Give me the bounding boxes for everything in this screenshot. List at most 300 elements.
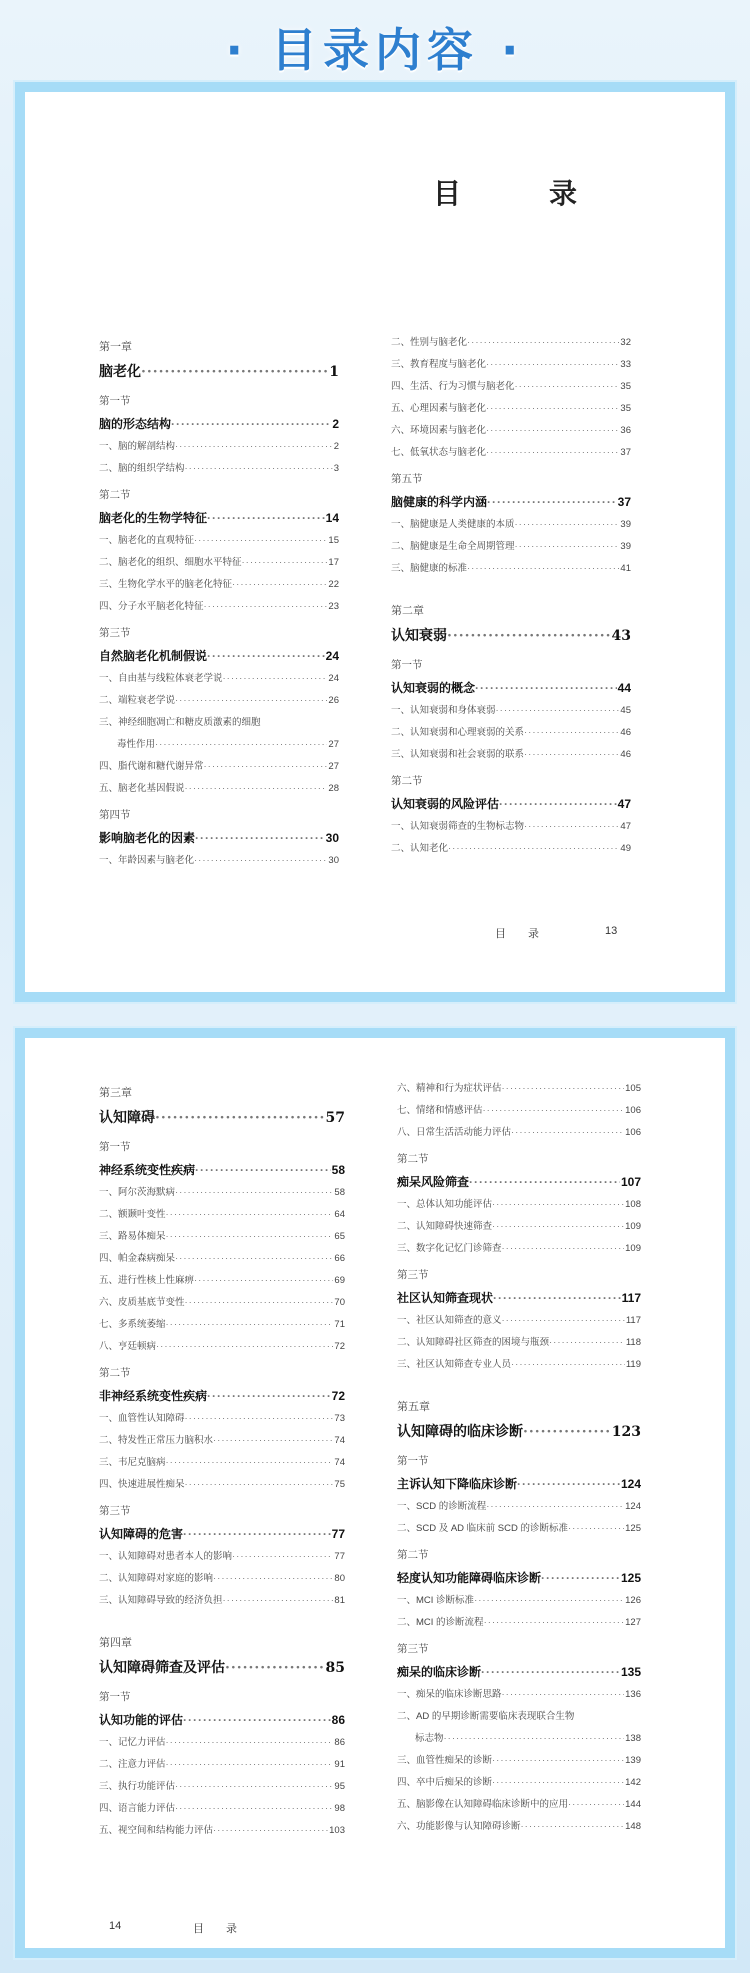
toc-entry (391, 722, 631, 744)
toc-entry (99, 1292, 345, 1314)
entry-text: 八、亨廷顿病 (99, 1341, 157, 1352)
dot-leader (166, 1204, 334, 1226)
section-title (391, 792, 631, 816)
page-number: 126 (625, 1595, 641, 1606)
page-number: 123 (611, 1424, 641, 1440)
page-number: 27 (328, 739, 339, 750)
entry-text: 影响脑老化的因素 (99, 831, 196, 845)
page-number: 74 (334, 1457, 345, 1468)
page-number: 125 (620, 1571, 641, 1585)
toc-entry (397, 1816, 641, 1838)
entry-text: 四、语言能力评估 (99, 1803, 176, 1814)
section-label: 第一节 (397, 1455, 429, 1467)
footer-page-number: 14 (109, 1920, 122, 1932)
entry-text: 一、社区认知筛查的意义 (397, 1315, 502, 1326)
page-number: 41 (620, 563, 631, 574)
dot-leader (515, 514, 620, 536)
toc-right-column (391, 332, 631, 860)
page-number: 64 (334, 1209, 345, 1220)
page-number: 15 (328, 535, 339, 546)
entry-text: 四、卒中后痴呆的诊断 (397, 1777, 493, 1788)
page-number: 30 (325, 831, 339, 845)
page-number: 109 (625, 1243, 641, 1254)
section-title (99, 1158, 345, 1182)
entry-text: 一、痴呆的临床诊断思路 (397, 1689, 502, 1700)
toc-page-14 (15, 1028, 735, 1958)
entry-text: 四、帕金森病痴呆 (99, 1253, 176, 1264)
page-number: 23 (328, 601, 339, 612)
toc-entry (99, 1204, 345, 1226)
page-number: 65 (334, 1231, 345, 1242)
entry-text: 一、SCD 的诊断流程 (397, 1501, 487, 1512)
page-number: 2 (333, 441, 339, 452)
toc-entry (397, 1772, 641, 1794)
toc-entry (99, 1776, 345, 1798)
entry-text: 三、执行功能评估 (99, 1781, 176, 1792)
page-number: 138 (625, 1733, 641, 1744)
page-number: 3 (333, 463, 339, 474)
toc-entry (99, 1820, 345, 1842)
toc-entry (391, 558, 631, 580)
toc-entry (99, 778, 339, 800)
section-title (99, 826, 339, 850)
dot-leader (524, 744, 619, 766)
toc-entry (99, 458, 339, 480)
page-number: 58 (334, 1187, 345, 1198)
section-title (99, 506, 339, 530)
page-number: 81 (334, 1595, 345, 1606)
toc-entry (99, 530, 339, 552)
entry-text: 一、认知衰弱筛查的生物标志物 (391, 821, 525, 832)
dot-leader (523, 1418, 611, 1446)
entry-text: 三、生物化学水平的脑老化特征 (99, 579, 233, 590)
section-label: 第二节 (99, 1367, 131, 1379)
toc-entry (99, 690, 339, 712)
toc-entry (99, 1430, 345, 1452)
section-label: 第一节 (99, 395, 131, 407)
entry-text: 二、特发性正常压力脑积水 (99, 1435, 214, 1446)
dot-leader (166, 1754, 334, 1776)
entry-text: 二、MCI 的诊断流程 (397, 1617, 484, 1628)
entry-text: 四、快速进展性痴呆 (99, 1479, 185, 1490)
chapter-title (391, 622, 631, 650)
dot-leader (242, 552, 328, 574)
page-number: 107 (620, 1175, 641, 1189)
section-title (99, 412, 339, 436)
dot-leader (486, 398, 619, 420)
toc-entry (391, 700, 631, 722)
page-number: 148 (625, 1821, 641, 1832)
entry-text: 认知衰弱 (391, 628, 447, 644)
dot-leader (207, 506, 325, 530)
entry-text: 五、脑老化基因假说 (99, 783, 185, 794)
toc-entry (397, 1590, 641, 1612)
footer-label: 目 录 (495, 928, 539, 940)
toc-entry-continuation (397, 1728, 641, 1750)
page-number: 49 (620, 843, 631, 854)
entry-text: 四、生活、行为习惯与脑老化 (391, 381, 515, 392)
page-number: 30 (328, 855, 339, 866)
toc-entry: 三、神经细胞凋亡和糖皮质激素的细胞 (99, 717, 261, 728)
page-number: 47 (620, 821, 631, 832)
page-number: 71 (334, 1319, 345, 1330)
toc-entry (99, 1248, 345, 1270)
entry-text: 一、记忆力评估 (99, 1737, 166, 1748)
page-number: 117 (621, 1291, 641, 1305)
page-number: 119 (625, 1359, 641, 1370)
page-number: 139 (625, 1755, 641, 1766)
toc-entry (397, 1194, 641, 1216)
page-number: 108 (625, 1199, 641, 1210)
toc-entry (99, 1226, 345, 1248)
dot-leader (492, 1750, 624, 1772)
page-number: 95 (334, 1781, 345, 1792)
entry-text: 一、认知衰弱和身体衰弱 (391, 705, 496, 716)
entry-text: 二、认知障碍快速筛查 (397, 1221, 493, 1232)
toc-entry (397, 1496, 641, 1518)
entry-text: 三、血管性痴呆的诊断 (397, 1755, 493, 1766)
dot-leader (467, 558, 619, 580)
dot-leader (467, 332, 619, 354)
toc-entry (99, 850, 339, 872)
entry-text: 六、精神和行为症状评估 (397, 1083, 502, 1094)
entry-text: 三、认知障碍导致的经济负担 (99, 1595, 223, 1606)
entry-text: 脑老化 (99, 364, 141, 380)
dot-leader (492, 1772, 624, 1794)
toc-entry (397, 1750, 641, 1772)
toc-entry (397, 1612, 641, 1634)
dot-leader (225, 1654, 325, 1682)
page-number: 98 (334, 1803, 345, 1814)
entry-text: 四、分子水平脑老化特征 (99, 601, 204, 612)
page-number: 86 (331, 1713, 345, 1727)
toc-entry (99, 756, 339, 778)
page-number: 136 (625, 1689, 641, 1700)
page-number: 57 (325, 1110, 345, 1126)
toc-entry (391, 536, 631, 558)
chapter-label: 第三章 (99, 1086, 132, 1099)
entry-text: 三、韦尼克脑病 (99, 1457, 166, 1468)
page-number: 142 (625, 1777, 641, 1788)
dot-leader (502, 1238, 625, 1260)
page-number: 127 (625, 1617, 641, 1628)
entry-text: 二、注意力评估 (99, 1759, 166, 1770)
dot-leader (204, 756, 328, 778)
dot-leader (175, 1182, 333, 1204)
page-number: 1 (329, 364, 339, 380)
entry-text: 自然脑老化机制假说 (99, 649, 208, 663)
page-number: 24 (325, 649, 339, 663)
entry-text: 六、功能影像与认知障碍诊断 (397, 1821, 521, 1832)
section-label: 第一节 (391, 659, 423, 671)
dot-leader (183, 1522, 331, 1546)
section-label: 第二节 (391, 775, 423, 787)
page-number: 43 (611, 628, 631, 644)
dot-leader (568, 1518, 624, 1540)
page-number: 69 (334, 1275, 345, 1286)
toc-entry (397, 1100, 641, 1122)
entry-text: 一、年龄因素与脑老化 (99, 855, 195, 866)
page-number: 91 (334, 1759, 345, 1770)
entry-text: 五、心理因素与脑老化 (391, 403, 487, 414)
entry-text: 六、皮质基底节变性 (99, 1297, 185, 1308)
toc-left-column (99, 332, 339, 872)
toc-entry (391, 420, 631, 442)
section-label: 第二节 (397, 1153, 429, 1165)
entry-text: 认知障碍筛查及评估 (99, 1660, 225, 1676)
toc-title: 目 录 (432, 177, 607, 210)
toc-entry (397, 1078, 641, 1100)
page-number: 77 (331, 1527, 345, 1541)
entry-text: 三、社区认知筛查专业人员 (397, 1359, 512, 1370)
section-title (99, 1522, 345, 1546)
dot-leader (447, 622, 611, 650)
page-number: 125 (625, 1523, 641, 1534)
entry-text: 标志物 (415, 1733, 444, 1744)
dot-leader (195, 826, 325, 850)
entry-text: 二、脑的组织学结构 (99, 463, 185, 474)
page-number: 27 (328, 761, 339, 772)
toc-entry (391, 332, 631, 354)
page-number: 47 (617, 797, 631, 811)
entry-text: 五、脑影像在认知障碍临床诊断中的应用 (397, 1799, 569, 1810)
dot-leader (232, 574, 327, 596)
entry-text: 三、路易体痴呆 (99, 1231, 166, 1242)
toc-entry (397, 1122, 641, 1144)
dot-leader (213, 1430, 333, 1452)
toc-entry (99, 1452, 345, 1474)
dot-leader (481, 1660, 620, 1684)
page-number: 106 (625, 1127, 641, 1138)
section-label: 第三节 (397, 1643, 429, 1655)
entry-text: 一、总体认知功能评估 (397, 1199, 493, 1210)
dot-leader (166, 1732, 334, 1754)
entry-text: 社区认知筛查现状 (397, 1291, 494, 1305)
entry-text: 一、MCI 诊断标准 (397, 1595, 475, 1606)
page-number: 36 (620, 425, 631, 436)
dot-leader (175, 1776, 333, 1798)
toc-entry (391, 744, 631, 766)
entry-text: 非神经系统变性疾病 (99, 1389, 208, 1403)
entry-text: 神经系统变性疾病 (99, 1163, 196, 1177)
toc-entry (99, 1270, 345, 1292)
dot-leader (223, 1590, 334, 1612)
dot-leader (493, 1286, 621, 1310)
page-number: 22 (328, 579, 339, 590)
entry-text: 痴呆风险筛查 (397, 1175, 470, 1189)
dot-leader (475, 676, 617, 700)
toc-right-column (397, 1078, 641, 1838)
dot-leader (155, 734, 327, 756)
section-title (99, 1384, 345, 1408)
dot-leader (166, 1452, 334, 1474)
page-number: 85 (325, 1660, 345, 1676)
toc-entry (99, 1754, 345, 1776)
toc-entry (99, 1732, 345, 1754)
chapter-label: 第一章 (99, 340, 132, 353)
dot-leader (502, 1684, 625, 1706)
toc-entry (99, 1568, 345, 1590)
dot-leader (175, 690, 327, 712)
entry-text: 三、认知衰弱和社会衰弱的联系 (391, 749, 525, 760)
dot-leader (141, 358, 328, 386)
dot-leader (549, 1332, 625, 1354)
dot-leader (175, 1248, 333, 1270)
entry-text: 一、脑的解剖结构 (99, 441, 176, 452)
dot-leader (483, 1100, 625, 1122)
entry-text: 二、性别与脑老化 (391, 337, 468, 348)
dot-leader (486, 442, 619, 464)
dot-leader (492, 1194, 624, 1216)
spacer (397, 1376, 641, 1392)
page-number: 35 (620, 403, 631, 414)
entry-text: 二、额颞叶变性 (99, 1209, 166, 1220)
page-number: 58 (331, 1163, 345, 1177)
entry-text: 脑老化的生物学特征 (99, 511, 208, 525)
section-label: 第一节 (99, 1141, 131, 1153)
page-number: 44 (617, 681, 631, 695)
page-number: 86 (334, 1737, 345, 1748)
page-number: 26 (328, 695, 339, 706)
entry-text: 八、日常生活活动能力评估 (397, 1127, 512, 1138)
spacer (99, 1612, 345, 1628)
section-title (397, 1660, 641, 1684)
toc-entry (99, 596, 339, 618)
page-number: 24 (328, 673, 339, 684)
toc-entry (397, 1518, 641, 1540)
dot-leader (195, 1158, 331, 1182)
page-number: 72 (331, 1389, 345, 1403)
dot-leader (487, 490, 617, 514)
section-title (397, 1566, 641, 1590)
dot-leader (474, 1590, 624, 1612)
entry-text: 三、教育程度与脑老化 (391, 359, 487, 370)
footer-page-number: 13 (605, 925, 618, 937)
entry-text: 二、认知老化 (391, 843, 449, 854)
entry-text: 一、脑健康是人类健康的本质 (391, 519, 515, 530)
entry-text: 痴呆的临床诊断 (397, 1665, 482, 1679)
dot-leader (183, 1708, 331, 1732)
toc-entry (99, 1474, 345, 1496)
entry-text: 三、数字化记忆门诊筛查 (397, 1243, 502, 1254)
page-number: 74 (334, 1435, 345, 1446)
page-number: 77 (334, 1551, 345, 1562)
dot-leader (185, 1408, 334, 1430)
entry-text: 四、脂代谢和糖代谢异常 (99, 761, 204, 772)
dot-leader (223, 668, 328, 690)
page-number: 39 (620, 519, 631, 530)
entry-text: 七、多系统萎缩 (99, 1319, 166, 1330)
page-number: 14 (325, 511, 339, 525)
page-number: 80 (334, 1573, 345, 1584)
chapter-title (99, 1104, 345, 1132)
page-number: 144 (625, 1799, 641, 1810)
page-number: 46 (620, 727, 631, 738)
dot-leader (207, 1384, 331, 1408)
entry-text: 一、自由基与线粒体衰老学说 (99, 673, 223, 684)
dot-leader (444, 1728, 625, 1750)
chapter-title (99, 1654, 345, 1682)
page-number: 72 (334, 1341, 345, 1352)
toc-entry (397, 1238, 641, 1260)
entry-text: 轻度认知功能障碍临床诊断 (397, 1571, 542, 1585)
dot-leader (484, 1612, 625, 1634)
section-label: 第三节 (99, 1505, 131, 1517)
dot-leader (541, 1566, 620, 1590)
toc-entry (397, 1354, 641, 1376)
dot-leader (156, 1336, 333, 1358)
toc-entry (391, 354, 631, 376)
entry-text: 认知衰弱的概念 (391, 681, 476, 695)
dot-leader (194, 530, 327, 552)
section-label: 第二节 (397, 1549, 429, 1561)
toc-entry (99, 552, 339, 574)
page-number: 73 (334, 1413, 345, 1424)
entry-text: 二、脑老化的组织、细胞水平特征 (99, 557, 242, 568)
chapter-label: 第五章 (397, 1400, 430, 1413)
page-number: 135 (620, 1665, 641, 1679)
chapter-label: 第四章 (99, 1636, 132, 1649)
dot-leader (204, 596, 328, 618)
toc-entry (391, 514, 631, 536)
toc-entry (99, 668, 339, 690)
dot-leader (524, 722, 619, 744)
toc-entry (397, 1684, 641, 1706)
entry-text: 认知障碍的危害 (99, 1527, 184, 1541)
section-title (391, 490, 631, 514)
page-number: 2 (332, 417, 339, 431)
section-title (99, 1708, 345, 1732)
dot-leader (524, 816, 619, 838)
dot-leader (185, 1474, 334, 1496)
dot-leader (502, 1078, 625, 1100)
toc-entry (99, 1408, 345, 1430)
entry-text: 认知功能的评估 (99, 1713, 184, 1727)
page-number: 105 (625, 1083, 641, 1094)
page-number: 32 (620, 337, 631, 348)
section-label: 第四节 (99, 809, 131, 821)
toc-entry (391, 838, 631, 860)
spacer (391, 580, 631, 596)
dot-leader (469, 1170, 620, 1194)
dot-leader (166, 1226, 334, 1248)
page-number: 37 (620, 447, 631, 458)
toc-entry (397, 1310, 641, 1332)
page-number: 75 (334, 1479, 345, 1490)
page-number: 33 (620, 359, 631, 370)
toc-entry (99, 1798, 345, 1820)
entry-text: 五、进行性核上性麻痹 (99, 1275, 195, 1286)
dot-leader (155, 1104, 325, 1132)
dot-leader (511, 1122, 624, 1144)
toc-entry (397, 1794, 641, 1816)
dot-leader (511, 1354, 625, 1376)
toc-entry (99, 1590, 345, 1612)
section-label: 第二节 (99, 489, 131, 501)
dot-leader (213, 1568, 333, 1590)
entry-text: 二、SCD 及 AD 临床前 SCD 的诊断标准 (397, 1523, 569, 1534)
page-number: 109 (625, 1221, 641, 1232)
dot-leader (207, 644, 325, 668)
entry-text: 三、脑健康的标准 (391, 563, 468, 574)
entry-text: 认知障碍的临床诊断 (397, 1424, 523, 1440)
entry-text: 一、认知障碍对患者本人的影响 (99, 1551, 233, 1562)
dot-leader (213, 1820, 328, 1842)
dot-leader (568, 1794, 624, 1816)
entry-text: 二、认知衰弱和心理衰弱的关系 (391, 727, 525, 738)
dot-leader (515, 536, 620, 558)
dot-leader (502, 1310, 625, 1332)
